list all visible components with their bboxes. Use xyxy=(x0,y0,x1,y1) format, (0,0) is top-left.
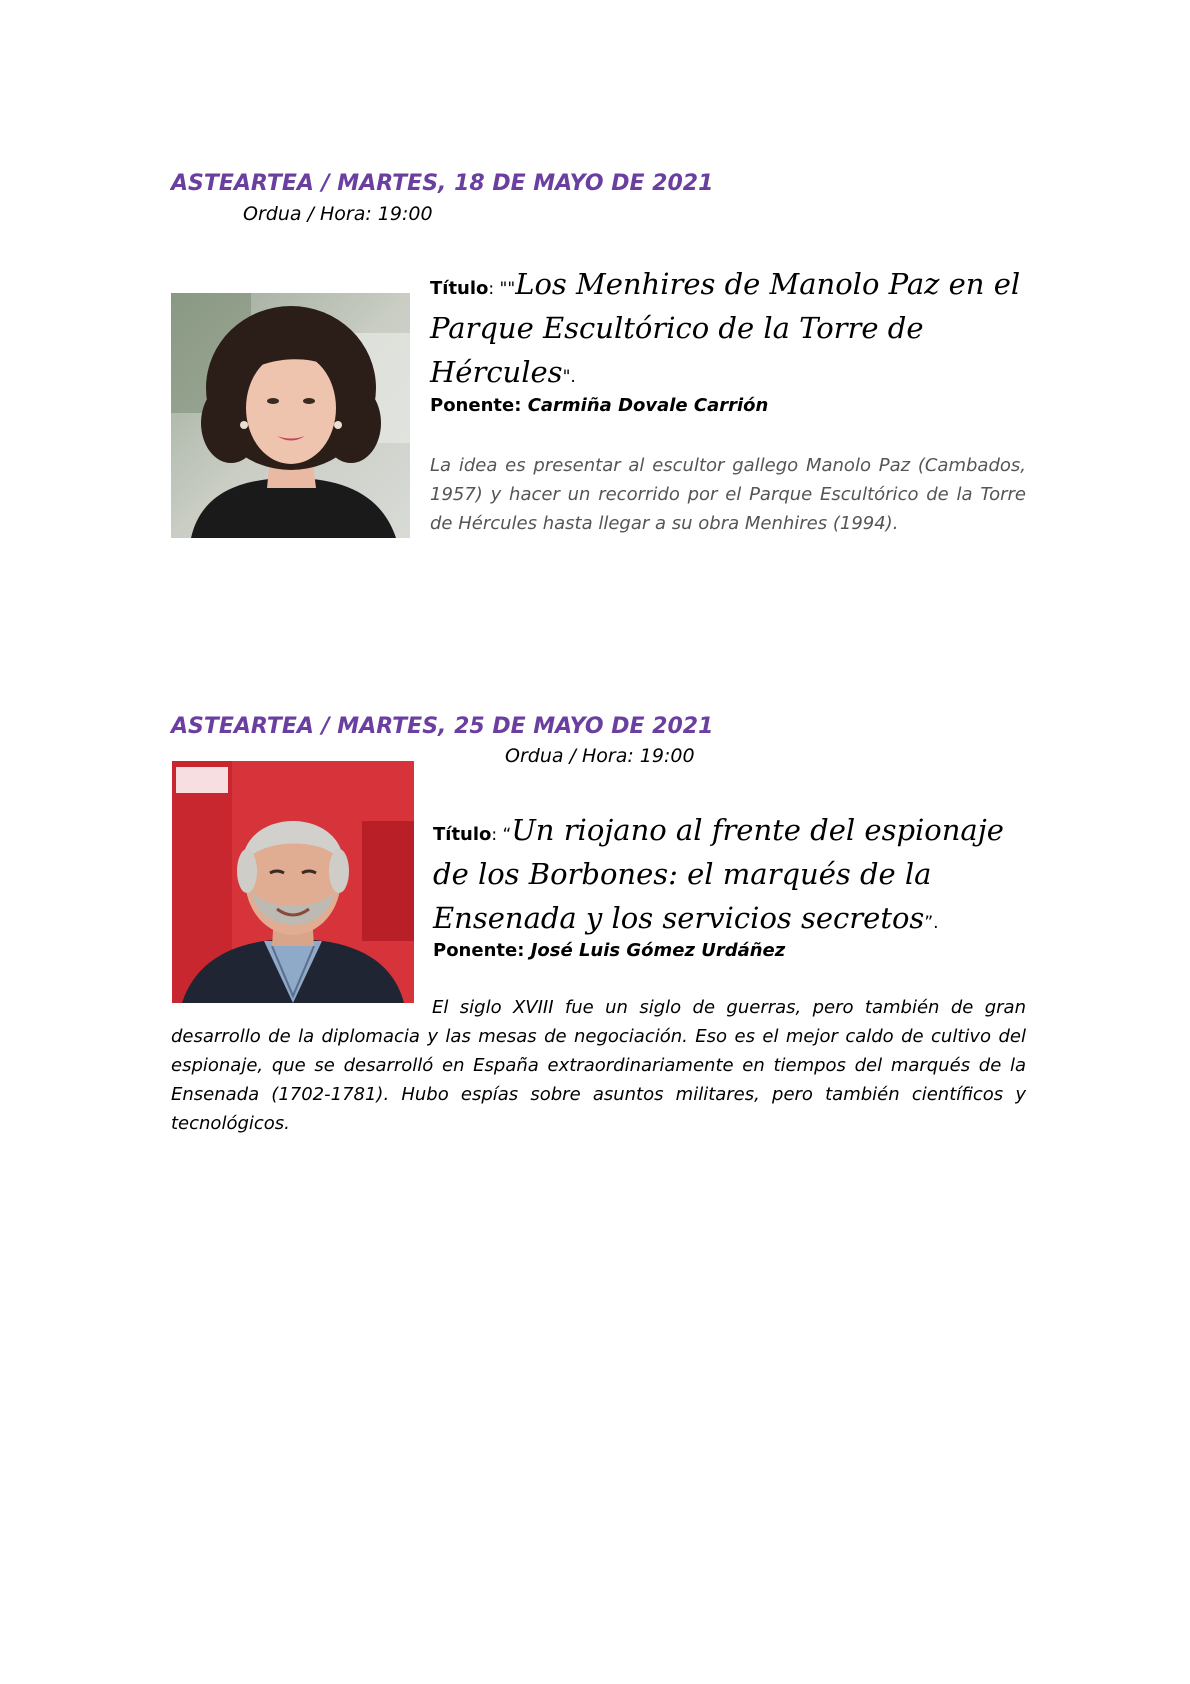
title-close-quote: ”. xyxy=(924,913,939,933)
title-label: Título xyxy=(430,278,489,299)
talk-title xyxy=(430,262,1030,394)
event-hour: Ordua / Hora: 19:00 xyxy=(505,745,695,767)
title-close-quote: ". xyxy=(562,367,576,387)
description-text: El siglo XVIII fue un siglo de guerras, pero también de gran desarrollo de la diplomacia y las mesas de negociación. Eso es el mejor caldo de cultivo del espionaje, que se desarrolló en España extraordinariamente en tiempos del marqués de la Ensenada (1702-1781). Hubo espías sobre asuntos militares, pero también científicos y tecnológicos. xyxy=(171,997,1026,1134)
speaker-colon: : xyxy=(514,395,528,416)
speaker-name: José Luis Gómez Urdáñez xyxy=(530,940,786,961)
speaker-photo-jose-luis xyxy=(172,761,414,1003)
title-colon: : xyxy=(488,279,500,299)
title-text: Los Menhires de Manolo Paz en el Parque Escultórico de la Torre de Hércules xyxy=(430,267,1021,389)
speaker-photo-carmina xyxy=(171,293,410,538)
portrait-man-image xyxy=(172,761,414,1003)
title-label: Título xyxy=(433,824,492,845)
portrait-woman-image xyxy=(171,293,410,538)
event-hour: Ordua / Hora: 19:00 xyxy=(243,203,433,225)
talk-description xyxy=(171,993,1026,1138)
speaker-line xyxy=(430,395,768,416)
speaker-label: Ponente xyxy=(430,395,515,416)
speaker-label: Ponente xyxy=(433,940,518,961)
event-date-heading: ASTEARTEA / MARTES, 25 DE MAYO DE 2021 xyxy=(171,714,714,739)
speaker-line xyxy=(433,940,785,961)
event-date-heading: ASTEARTEA / MARTES, 18 DE MAYO DE 2021 xyxy=(171,171,714,196)
title-text: Un riojano al frente del espionaje de los Borbones: el marqués de la Ensenada y los servicios secretos xyxy=(433,813,1004,935)
speaker-name: Carmiña Dovale Carrión xyxy=(527,395,769,416)
title-open-quote: "" xyxy=(499,279,516,299)
title-colon: : xyxy=(491,825,503,845)
speaker-colon: : xyxy=(517,940,531,961)
title-open-quote: “ xyxy=(502,825,512,845)
talk-title xyxy=(433,808,1033,940)
talk-description: La idea es presentar al escultor gallego Manolo Paz (Cambados, 1957) y hacer un recorrido por el Parque Escultórico de la Torre de Hércules hasta llegar a su obra Menhires (1994). xyxy=(430,455,1026,534)
